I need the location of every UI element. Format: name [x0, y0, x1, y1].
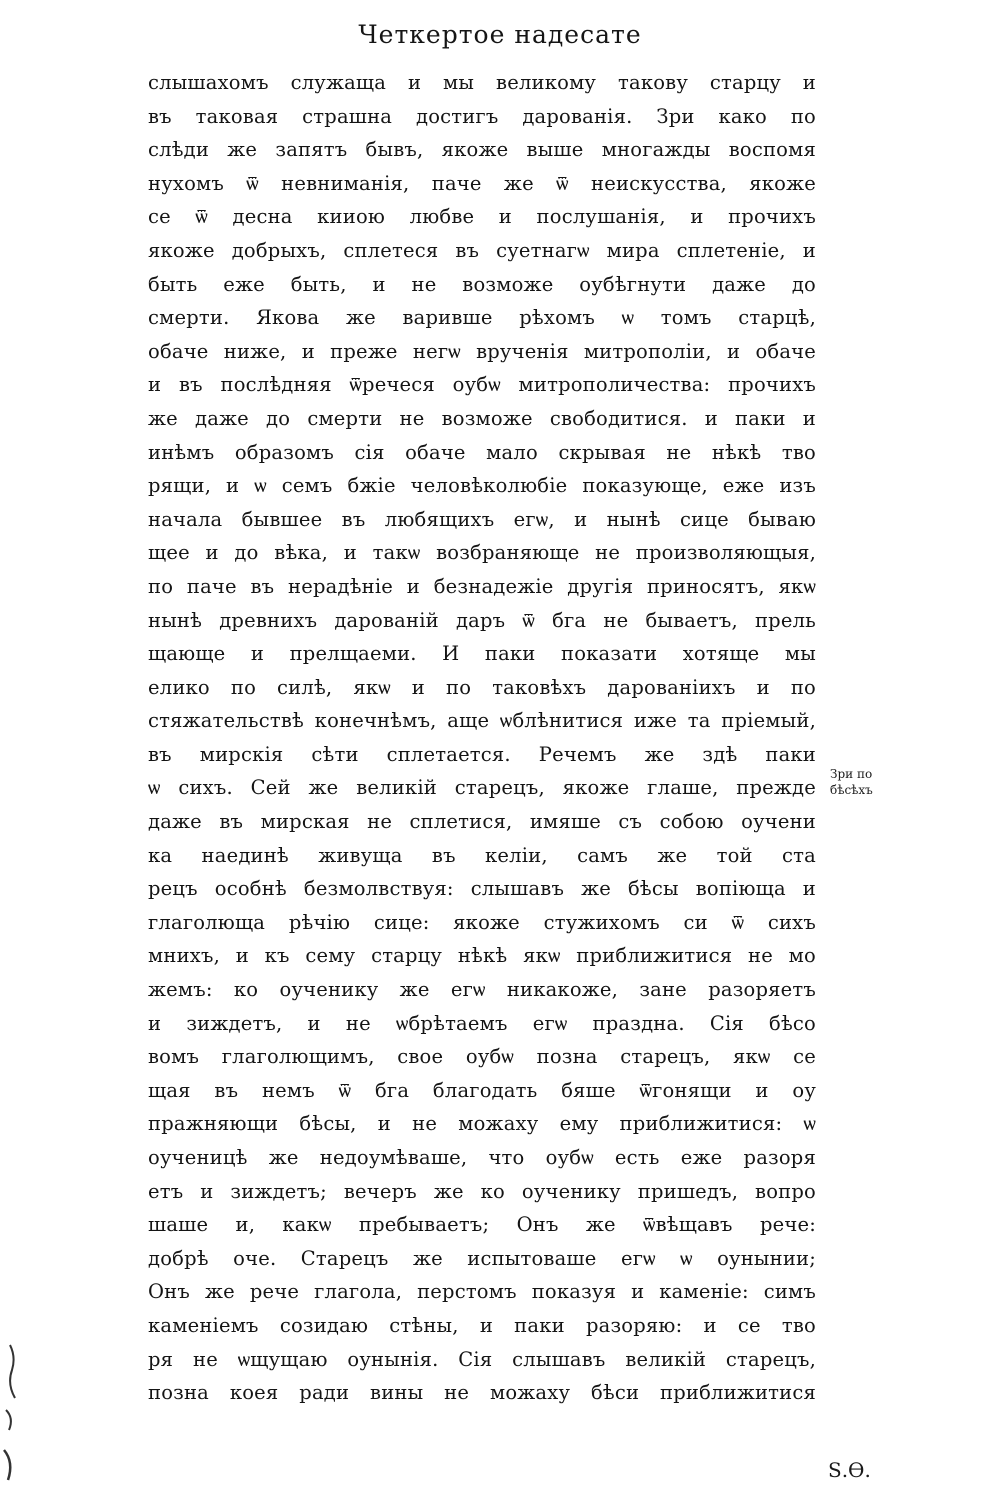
text-line: ря не ѡщущаю оунынія. Сія слышавъ великій старецъ,: [148, 1347, 816, 1371]
text-line: елико по силѣ, якѡ и по таковѣхъ дарованіихъ и по: [148, 675, 816, 699]
text-line: въ таковая страшна достигъ дарованія. Зри како по: [148, 104, 816, 128]
text-line: инѣмъ образомъ сія обаче мало скрывая не нѣкѣ тво: [148, 440, 816, 464]
text-line: шаше и, какѡ пребываетъ; Онъ же ѿвѣщавъ рече:: [148, 1213, 816, 1237]
text-line: слышахомъ служаща и мы великому такову старцу и: [148, 71, 816, 94]
text-line: щая въ немъ ѿ бга благодать бяше ѿгонящи и оу: [148, 1078, 816, 1102]
text-line: етъ и зиждетъ; вечеръ же ко оученику пришедъ, вопро: [148, 1179, 816, 1203]
text-line: смерти. Якова же варивше рѣхомъ ѡ томъ старцѣ,: [148, 306, 816, 330]
text-line: быть еже быть, и не возможе оубѣгнути даже до: [148, 272, 816, 296]
text-line: ка наединѣ живуща въ келіи, самъ же той ста: [148, 843, 816, 867]
text-line: рецъ особнѣ безмолвствуя: слышавъ же бѣсы вопіюща и: [148, 877, 816, 901]
text-line: нухомъ ѿ невниманія, паче же ѿ неискусства, якоже: [148, 171, 816, 195]
text-line: и зиждетъ, и не ѡбрѣтаемъ егѡ праздна. Сія бѣсо: [148, 1011, 816, 1035]
text-line: въ мирскія сѣти сплетается. Речемъ же здѣ паки: [148, 742, 816, 766]
text-line: добрѣ оче. Старецъ же испытоваше егѡ ѡ оунынии;: [148, 1246, 816, 1270]
marginal-note: [830, 766, 890, 798]
text-line: даже въ мирская не сплетися, имяше съ собою оучени: [148, 810, 816, 834]
text-line: Онъ же рече глагола, перстомъ показуя и каменіе: симъ: [148, 1280, 816, 1304]
text-line: вомъ глаголющимъ, свое оубѡ позна старецъ, якѡ се: [148, 1045, 816, 1069]
text-line: каменіемъ созидаю стѣны, и паки разоряю: и се тво: [148, 1313, 816, 1337]
text-line: щающе и прелщаеми. И паки показати хотяще мы: [148, 642, 816, 666]
text-line: ѡ сихъ. Сей же великій старецъ, якоже глаше, прежде: [148, 776, 816, 800]
text-line: пражняющи бѣсы, и не можаху ему приближитися: ѡ: [148, 1112, 816, 1136]
text-line: мнихъ, и къ сему старцу нѣкѣ якѡ приближитися не мо: [148, 944, 816, 968]
text-line: се ѿ десна кииою любве и послушанія, и прочихъ: [148, 205, 816, 229]
text-line: рящи, и ѡ семъ бжіе человѣколюбіе показующе, еже изъ: [148, 474, 816, 498]
text-line: глаголюща рѣчію сице: якоже стужихомъ си ѿ сихъ: [148, 910, 816, 934]
running-head: Четкертое надесате: [358, 20, 642, 49]
text-line: жемъ: ко оученику же егѡ никакоже, зане разоряетъ: [148, 978, 816, 1002]
marginal-note-line: бѣсѣхъ: [830, 783, 873, 797]
text-line: обаче ниже, и преже негѡ врученія митрополіи, и обаче: [148, 339, 816, 363]
text-line: и въ послѣдняя ѿречеся оубѡ митрополичества: прочихъ: [148, 373, 816, 397]
text-line: стяжательствѣ конечнѣмъ, аще ѡблѣнитися иже та пріемый,: [148, 709, 816, 733]
body-text: [148, 66, 816, 1410]
text-line: слѣди же запятъ бывъ, якоже выше многажды воспомя: [148, 138, 816, 162]
folio-number: Ѕ.Ѳ.: [828, 1458, 871, 1482]
text-line: же даже до смерти не возможе свободитися. и паки и: [148, 406, 816, 430]
binding-edge-marks: [0, 1340, 40, 1500]
text-line: оученицѣ же недоумѣваше, что оубѡ есть еже разоря: [148, 1146, 816, 1169]
text-line: нынѣ древнихъ дарованій даръ ѿ бга не бываетъ, прель: [148, 608, 816, 632]
text-line: щее и до вѣка, и такѡ возбраняюще не произволяющыя,: [148, 541, 816, 565]
text-line: якоже добрыхъ, сплетеся въ суетнагѡ мира сплетеніе, и: [148, 238, 816, 262]
text-line: позна коея ради вины не можаху бѣси приближитися: [148, 1381, 816, 1405]
text-line: начала бывшее въ любящихъ егѡ, и нынѣ сице бываю: [148, 507, 816, 531]
text-line: по паче въ нерадѣніе и безнадежіе другія приносятъ, якѡ: [148, 574, 816, 598]
marginal-note-line: Зри по: [830, 767, 873, 781]
